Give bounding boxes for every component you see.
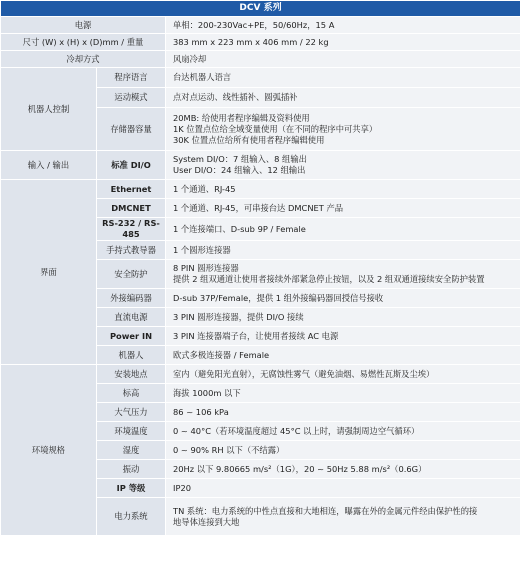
value-line: 1 个通道、RJ-45，可串接台达 DMCNET 产品 [173, 202, 344, 213]
value-line: 20Hz 以下 9.80665 m/s²（1G），20 ~ 50Hz 5.88 m/s²（0.6G） [173, 463, 427, 474]
environment-item-label: 湿度 [97, 441, 166, 460]
table-row-size [1, 34, 520, 51]
environment-item-value [166, 479, 520, 498]
table-row-power [1, 17, 520, 34]
interface-item-label: DMCNET [97, 199, 166, 218]
interface-item-label: Ethernet [97, 180, 166, 199]
value-line: 0 ~ 90% RH 以下（不结露） [173, 444, 285, 455]
interface-category: 界面 [1, 180, 97, 365]
environment-item-label: 安装地点 [97, 365, 166, 384]
value-line: 1 个连接端口、D-sub 9P / Female [173, 223, 306, 234]
value-line: 8 PIN 圆形连接器 [173, 263, 239, 273]
power-label: 电源 [1, 17, 166, 34]
value-line: D-sub 37P/Female，提供 1 组外接编码器回授信号接收 [173, 292, 384, 303]
environment-item-value [166, 422, 520, 441]
interface-item-label: 外接编码器 [97, 289, 166, 308]
table-row [1, 365, 520, 384]
environment-item-label: 电力系统 [97, 498, 166, 536]
value-line: 1 个圆形连接器 [173, 244, 231, 255]
interface-item-value [166, 308, 520, 327]
value-line: 1 个通道、RJ-45 [173, 183, 236, 194]
environment-category: 环境规格 [1, 365, 97, 536]
interface-item-label: Power IN [97, 327, 166, 346]
environment-item-label: 大气压力 [97, 403, 166, 422]
value-line: 20MB: 给使用者程序编辑及资料使用 [173, 112, 310, 123]
table-row [1, 180, 520, 199]
interface-item-label: 机器人 [97, 346, 166, 365]
interface-item-value [166, 241, 520, 260]
environment-item-label: 环境温度 [97, 422, 166, 441]
interface-item-value [166, 327, 520, 346]
interface-item-label: 安全防护 [97, 260, 166, 289]
robot-control-item-value [166, 88, 520, 108]
interface-item-value [166, 180, 520, 199]
value-line: 86 ~ 106 kPa [173, 406, 229, 417]
interface-item-value [166, 199, 520, 218]
robot-control-item-value [166, 108, 520, 151]
interface-item-value [166, 260, 520, 289]
value-line: 室内（避免阳光直射），无腐蚀性雾气（避免油烟、易燃性瓦斯及尘埃） [173, 368, 435, 379]
value-line: 台达机器人语言 [173, 72, 232, 82]
value-line: 提供 2 组双通道让使用者接续外部紧急停止按钮，以及 2 组双通道接续安全防护装置 [173, 274, 485, 284]
value-line: 3 PIN 连接器端子台，让使用者接续 AC 电源 [173, 330, 339, 341]
table-row [1, 68, 520, 88]
cooling-label: 冷却方式 [1, 51, 166, 68]
value-line: 地导体连接到大地 [173, 516, 240, 527]
size-value: 383 mm x 223 mm x 406 mm / 22 kg [166, 34, 520, 51]
robot-control-item-label: 存储器容量 [97, 108, 166, 151]
environment-item-label: IP 等级 [97, 479, 166, 498]
value-line: System DI/O：7 组输入、8 组输出 [173, 154, 307, 164]
robot-control-item-label: 运动模式 [97, 88, 166, 108]
power-value: 单相：200-230Vac+PE，50/60Hz，15 A [166, 17, 520, 34]
io-category: 输入 / 输出 [1, 151, 97, 180]
value-line: User DI/O：24 组输入、12 组输出 [173, 165, 306, 175]
robot-control-item-value [166, 68, 520, 88]
value-line: 30K 位置点位给所有使用者程序编辑使用 [173, 134, 325, 145]
table-title: DCV 系列 [1, 1, 520, 17]
table-row-cooling [1, 51, 520, 68]
interface-item-label: 直流电源 [97, 308, 166, 327]
size-label: 尺寸 (W) x (H) x (D)mm / 重量 [1, 34, 166, 51]
robot-control-category: 机器人控制 [1, 68, 97, 151]
value-line: TN 系统：电力系统的中性点直接和大地相连，曝露在外的金属元件经由保护性的接 [173, 505, 478, 516]
environment-item-value [166, 365, 520, 384]
environment-item-value [166, 403, 520, 422]
environment-item-value [166, 498, 520, 536]
value-line: 欧式多极连接器 / Female [173, 349, 270, 360]
environment-item-label: 标高 [97, 384, 166, 403]
environment-item-value [166, 384, 520, 403]
value-line: 0 ~ 40°C（若环境温度超过 45°C 以上时，请强制周边空气循环） [173, 425, 420, 436]
interface-item-value [166, 289, 520, 308]
io-item-value [166, 151, 520, 180]
environment-item-value [166, 441, 520, 460]
interface-item-label: RS-232 / RS-485 [97, 218, 166, 241]
value-line: 3 PIN 圆形连接器，提供 DI/O 接续 [173, 311, 304, 322]
environment-item-value [166, 460, 520, 479]
value-line: 海拔 1000m 以下 [173, 387, 241, 398]
cooling-value: 风扇冷却 [166, 51, 520, 68]
environment-item-label: 振动 [97, 460, 166, 479]
interface-item-value [166, 346, 520, 365]
table-row [1, 151, 520, 180]
value-line: 1K 位置点位给全域变量使用（在不同的程序中可共享） [173, 123, 378, 134]
interface-item-label: 手持式教导器 [97, 241, 166, 260]
table-header-row [1, 1, 520, 17]
interface-item-value [166, 218, 520, 241]
value-line: IP20 [173, 482, 192, 493]
robot-control-item-label: 程序语言 [97, 68, 166, 88]
value-line: 点对点运动、线性插补、圆弧插补 [173, 92, 298, 102]
io-item-label: 标准 DI/O [97, 151, 166, 180]
